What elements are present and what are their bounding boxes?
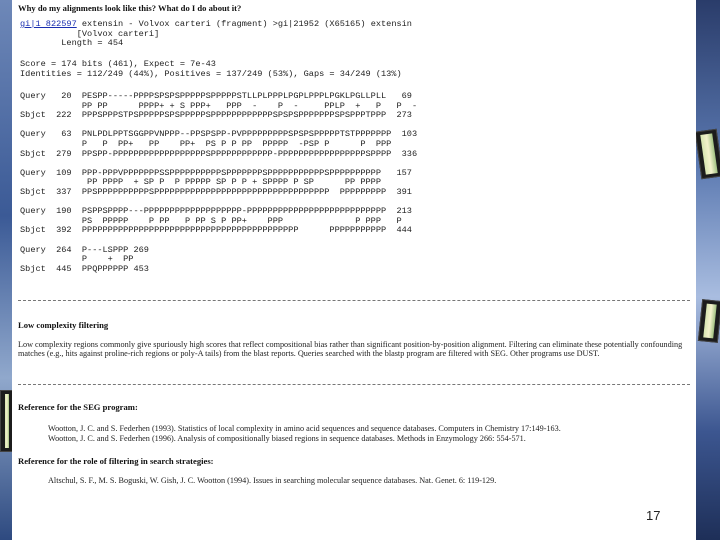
hit-length: Length = 454 (61, 38, 124, 49)
score-summary (20, 60, 402, 79)
alignment-line: Sbjct 392 PPPPPPPPPPPPPPPPPPPPPPPPPPPPPPPPPPPPPPPPPP PPPPPPPPPPP 444 (20, 225, 412, 236)
film-strip-decoration (698, 299, 720, 343)
alignment-line: P + PP (20, 254, 134, 265)
alignment-line: Sbjct 337 PPSPPPPPPPPPPSPPPPPPPPPPPPPPPPPPPPPPPPPPPPPPPPPP PPPPPPPPP 391 (20, 186, 412, 197)
alignment-line: PS PPPPP P PP P PP S P PP+ PPP P PPP P (20, 215, 402, 226)
score-line: Score = 174 bits (461), Expect = 7e-43 (20, 59, 216, 69)
alignment-line: PP PPPP + SP P P PPPPP SP P P + SPPPP P SP PP PPPP (20, 177, 381, 188)
alignment-line: Sbjct 445 PPQPPPPPP 453 (20, 263, 149, 274)
alignment-block (20, 92, 417, 274)
low-complexity-text: Low complexity regions commonly give spuriously high scores that reflect compositional bias rather than significant position-by-position alignment. Filtering can eliminate these potentially confounding matches (e.g., hits against proline-rich regions or poly-A tails) from the blast reports. Queries searched with the blastp program are filtered with SEG. Other programs use DUST. (18, 340, 683, 359)
slide-left-border (0, 0, 12, 540)
document-page (12, 0, 696, 540)
section-heading-low-complexity: Low complexity filtering (18, 320, 109, 330)
alignment-line: Query 190 PSPPSPPPP---PPPPPPPPPPPPPPPPPPP-PPPPPPPPPPPPPPPPPPPPPPPPPPP 213 (20, 206, 412, 217)
reference-item: Wootton, J. C. and S. Federhen (1996). Analysis of compositionally biased regions in sequence databases. Methods in Enzymology 266: 554-571. (48, 434, 526, 443)
page-heading: Why do my alignments look like this? What do I do about it? (18, 3, 242, 13)
reference-item: Wootton, J. C. and S. Federhen (1993). Statistics of local complexity in amino acid sequences and sequence databases. Computers in Chemistry 17:149-163. (48, 424, 561, 433)
alignment-line: Query 264 P---LSPPP 269 (20, 244, 149, 255)
alignment-line: Query 63 PNLPDLPPTSGGPPVNPPP--PPSPSPP-PVPPPPPPPPPSPSPSPPPPPTSTPPPPPPP 103 (20, 129, 418, 140)
hit-link[interactable]: gi|1 822597 (20, 19, 77, 29)
identities-line: Identities = 112/249 (44%), Positives = 137/249 (53%), Gaps = 34/249 (13%) (20, 68, 402, 79)
alignment-line: Query 109 PPP-PPPVPPPPPPPSSPPPPPPPPPPSPPPPPPPSPPPPPPPPPPPSPPPPPPPPPP 157 (20, 167, 412, 178)
reference-item: Altschul, S. F., M. S. Boguski, W. Gish, J. C. Wootton (1994). Issues in searching molecular sequence databases. Nat. Genet. 6: 119-129. (48, 476, 497, 485)
divider (18, 384, 690, 385)
slide-page-number: 17 (646, 508, 661, 523)
alignment-line: Sbjct 222 PPPSPPPSTPSPPPPPSPSPPPPPSPPPPPPPPPPPPSPSPSPPPPPPPSPSPPPTPPP 273 (20, 110, 412, 121)
alignment-line: PP PP PPPP+ + S PPP+ PPP - P - PPLP + P P - (20, 100, 418, 111)
slide-right-border (696, 0, 720, 540)
divider (18, 300, 690, 301)
hit-header (20, 20, 412, 49)
section-heading-filter-reference: Reference for the role of filtering in search strategies: (18, 456, 214, 466)
hit-definition: extensin - Volvox carteri (fragment) >gi|21952 (X65165) extensin (76, 19, 412, 29)
alignment-line: Sbjct 279 PPSPP-PPPPPPPPPPPPPPPPPPSPPPPPPPPPPPP-PPPPPPPPPPPPPPPPPSPPPP 336 (20, 148, 418, 159)
section-heading-seg-reference: Reference for the SEG program: (18, 402, 138, 412)
hit-organism: [Volvox carteri] (76, 28, 160, 39)
alignment-line: P P PP+ PP PP+ PS P P PP PPPPP -PSP P P PPP (20, 138, 392, 149)
alignment-line: Query 20 PESPP-----PPPPSPSPSPPPPPSPPPPPSTLLPLPPPLPGPLPPPLPGKLPGLLPLL 69 (20, 91, 412, 101)
